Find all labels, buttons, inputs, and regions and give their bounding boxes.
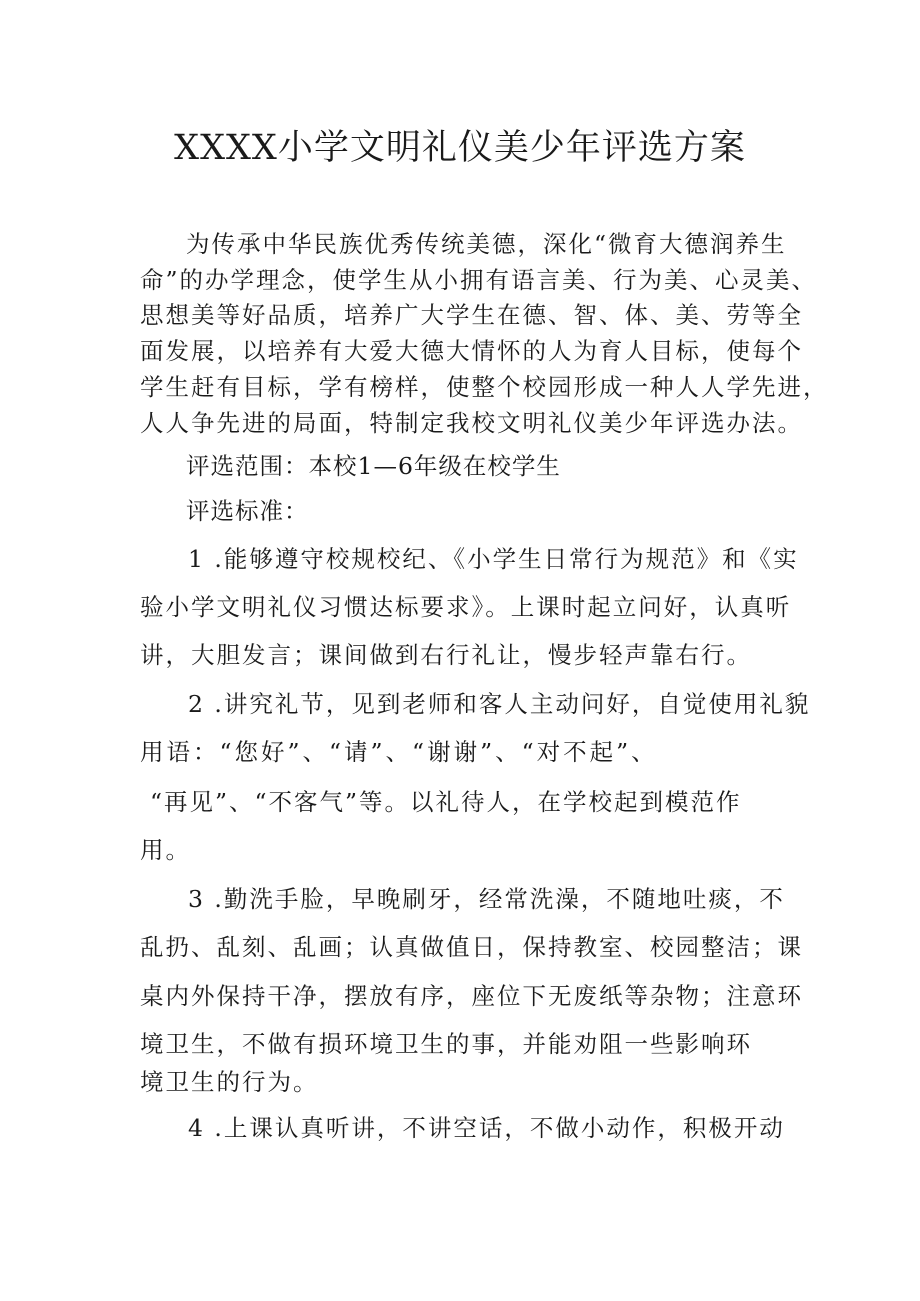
criteria-item-3-line: 桌内外保持干净，摆放有序，座位下无废纸等杂物；注意环 (140, 982, 803, 1010)
intro-line: 命”的办学理念，使学生从小拥有语言美、行为美、心灵美、 (140, 266, 818, 294)
criteria-item-2-line: “再见”、“不客气”等。以礼待人，在学校起到模范作 (150, 788, 742, 816)
criteria-item-3-line: 境卫生，不做有损环境卫生的事，并能劝阻一些影响环 (140, 1030, 752, 1058)
document-title: XXXX小学文明礼仪美少年评选方案 (174, 128, 746, 168)
criteria-item-1-line: 1 .能够遵守校规校纪、《小学生日常行为规范》和《实 (188, 545, 799, 573)
criteria-item-2-line: 用语：“您好”、“请”、“谢谢”、“对不起”、 (140, 738, 658, 766)
selection-scope: 评选范围：本校1—6年级在校学生 (186, 452, 561, 480)
criteria-item-1-line: 验小学文明礼仪习惯达标要求》。上课时起立问好，认真听 (140, 593, 792, 621)
criteria-item-3-line: 乱扔、乱刻、乱画；认真做值日，保持教室、校园整洁；课 (140, 933, 803, 961)
criteria-item-2-line: 用。 (140, 836, 191, 864)
criteria-item-4-line: 4 .上课认真听讲，不讲空话，不做小动作，积极开动 (188, 1114, 785, 1142)
criteria-heading: 评选标准： (186, 497, 309, 525)
intro-line: 面发展，以培养有大爱大德大情怀的人为育人目标，使每个 (140, 337, 803, 365)
criteria-item-1-line: 讲，大胆发言；课间做到右行礼让，慢步轻声靠右行。 (140, 641, 752, 669)
intro-line: 为传承中华民族优秀传统美德，深化“微育大德润养生 (186, 230, 787, 258)
intro-line: 人人争先进的局面，特制定我校文明礼仪美少年评选办法。 (140, 409, 803, 437)
intro-line: 思想美等好品质，培养广大学生在德、智、体、美、劳等全 (140, 301, 803, 329)
criteria-item-2-line: 2 .讲究礼节，见到老师和客人主动问好，自觉使用礼貌 (188, 690, 811, 718)
criteria-item-3-line: 3 .勤洗手脸，早晚刷牙，经常洗澡，不随地吐痰，不 (188, 885, 785, 913)
intro-line: 学生赶有目标，学有榜样，使整个校园形成一种人人学先进， (140, 373, 829, 401)
criteria-item-3-line: 境卫生的行为。 (140, 1068, 319, 1096)
